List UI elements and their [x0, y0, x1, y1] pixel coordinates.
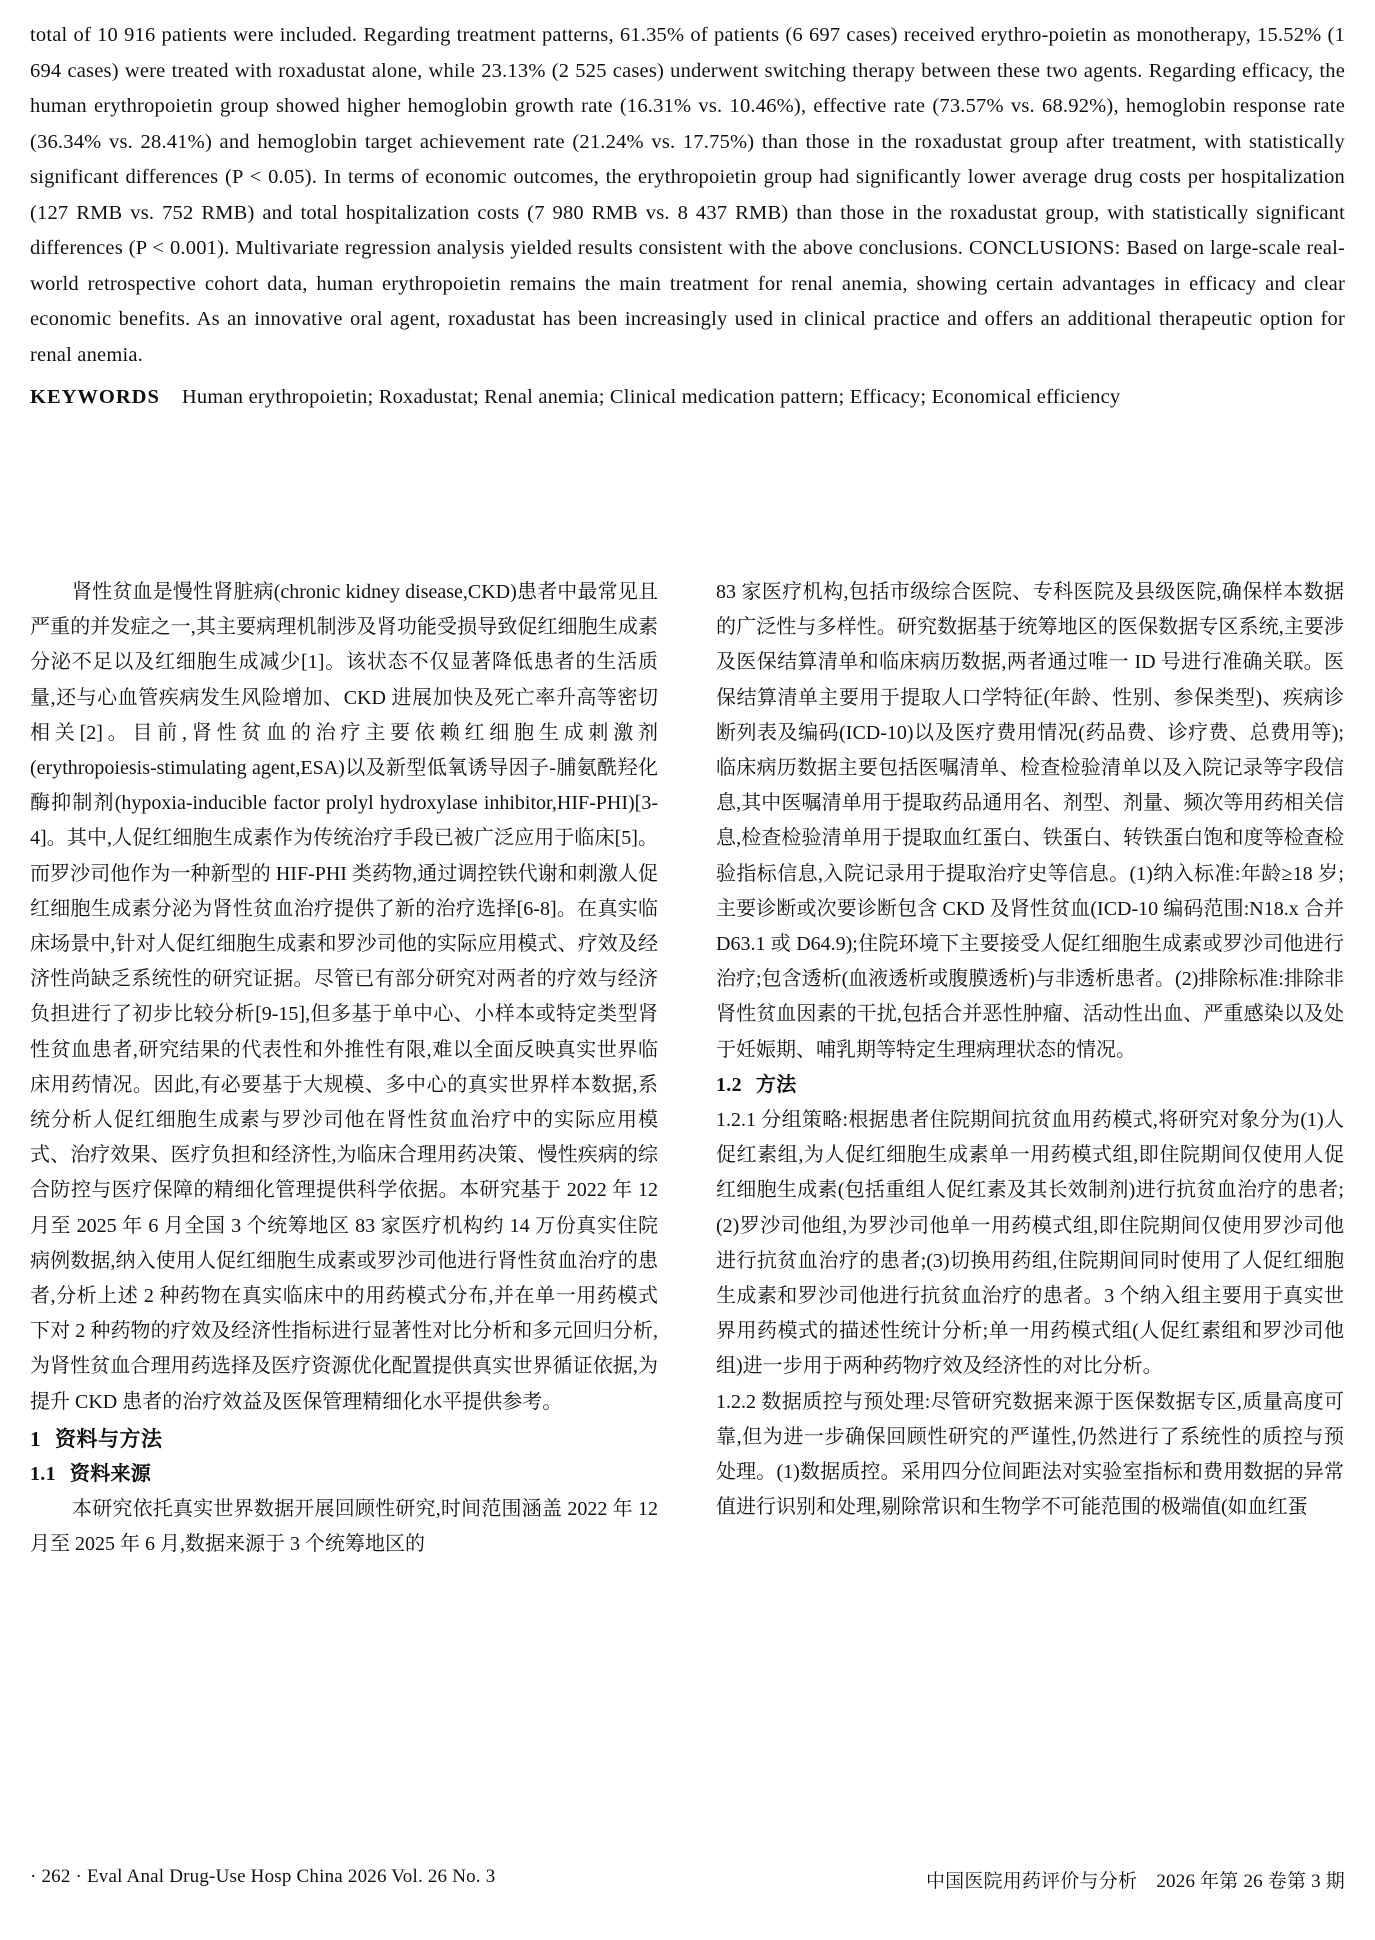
page-footer	[30, 1866, 1345, 1893]
subsection-heading-1-1-number: 1.1	[30, 1463, 56, 1486]
section-heading-1-text: 资料与方法	[55, 1426, 163, 1451]
right-paragraph-1: 83 家医疗机构,包括市级综合医院、专科医院及县级医院,确保样本数据的广泛性与多样性。研究数据基于统筹地区的医保数据专区系统,主要涉及医保结算清单和临床病历数据,两者通过唯一 ID 号进行准确关联。医保结算清单主要用于提取人口学特征(年龄、性别、参保类型)、疾病诊断列表及编码(ICD-10)以及医疗费用情况(药品费、诊疗费、总费用等);临床病历数据主要包括医嘱清单、检查检验清单以及入院记录等字段信息,其中医嘱清单用于提取药品通用名、剂型、剂量、频次等用药相关信息,检查检验清单用于提取血红蛋白、铁蛋白、转铁蛋白饱和度等检查检验指标信息,入院记录用于提取治疗史等信息。(1)纳入标准:年龄≥18 岁;主要诊断或次要诊断包含 CKD 及肾性贫血(ICD-10 编码范围:N18.x 合并 D63.1 或 D64.9);住院环境下主要接受人促红细胞生成素或罗沙司他进行治疗;包含透析(血液透析或腹膜透析)与非透析患者。(2)排除标准:排除非肾性贫血因素的干扰,包括合并恶性肿瘤、活动性出血、严重感染以及处于妊娠期、哺乳期等特定生理病理状态的情况。	[716, 581, 1344, 1061]
right-paragraph-1-2-1: 1.2.1 分组策略:根据患者住院期间抗贫血用药模式,将研究对象分为(1)人促红素组,为人促红细胞生成素单一用药模式组,即住院期间仅使用人促红细胞生成素(包括重组人促红素及其长效制剂)进行抗贫血治疗的患者;(2)罗沙司他组,为罗沙司他单一用药模式组,即住院期间仅使用罗沙司他进行抗贫血治疗的患者;(3)切换用药组,住院期间同时使用了人促红细胞生成素和罗沙司他进行抗贫血治疗的患者。3 个纳入组主要用于真实世界用药模式的描述性统计分析;单一用药模式组(人促红素组和罗沙司他组)进一步用于两种药物疗效及经济性的对比分析。	[716, 1109, 1344, 1378]
footer-right: 中国医院用药评价与分析 2026 年第 26 卷第 3 期	[925, 1871, 1345, 1892]
subsection-heading-1-1	[30, 1457, 658, 1492]
body-columns	[30, 575, 1345, 1845]
abstract-section	[30, 18, 1345, 416]
section-heading-1-number: 1	[30, 1426, 41, 1451]
subsection-heading-1-2-number: 1.2	[716, 1073, 742, 1096]
keywords-label: KEYWORDS	[30, 386, 160, 408]
right-column	[716, 575, 1344, 1845]
keywords-line	[30, 380, 1345, 416]
keywords-text: Human erythropoietin; Roxadustat; Renal anemia; Clinical medication pattern; Efficacy; Economical efficiency	[181, 386, 1121, 408]
abstract-body: total of 10 916 patients were included. Regarding treatment patterns, 61.35% of patients (6 697 cases) received erythro-poietin as monotherapy, 15.52% (1 694 cases) were treated with roxadustat alone, while 23.13% (2 525 cases) underwent switching therapy between these two agents. Regarding efficacy, the human erythropoietin group showed higher hemoglobin growth rate (16.31% vs. 10.46%), effective rate (73.57% vs. 68.92%), hemoglobin response rate (36.34% vs. 28.41%) and hemoglobin target achievement rate (21.24% vs. 17.75%) than those in the roxadustat group after treatment, with statistically significant differences (P < 0.05). In terms of economic outcomes, the erythropoietin group had significantly lower average drug costs per hospitalization (127 RMB vs. 752 RMB) and total hospitalization costs (7 980 RMB vs. 8 437 RMB) than those in the roxadustat group, with statistically significant differences (P < 0.001). Multivariate regression analysis yielded results consistent with the above conclusions. CONCLUSIONS: Based on large-scale real-world retrospective cohort data, human erythropoietin remains the main treatment for renal anemia, showing certain advantages in efficacy and clear economic benefits. As an innovative oral agent, roxadustat has been increasingly used in clinical practice and offers an additional therapeutic option for renal anemia.	[30, 24, 1345, 366]
left-column	[30, 575, 658, 1845]
section-heading-1	[30, 1422, 658, 1457]
footer-left: · 262 · Eval Anal Drug-Use Hosp China 2026 Vol. 26 No. 3	[30, 1866, 496, 1887]
left-paragraph-1: 肾性贫血是慢性肾脏病(chronic kidney disease,CKD)患者中最常见且严重的并发症之一,其主要病理机制涉及肾功能受损导致促红细胞生成素分泌不足以及红细胞生成减少[1]。该状态不仅显著降低患者的生活质量,还与心血管疾病发生风险增加、CKD 进展加快及死亡率升高等密切相关[2]。目前,肾性贫血的治疗主要依赖红细胞生成刺激剂(erythropoiesis-stimulating agent,ESA)以及新型低氧诱导因子-脯氨酰羟化酶抑制剂(hypoxia-inducible factor prolyl hydroxylase inhibitor,HIF-PHI)[3-4]。其中,人促红细胞生成素作为传统治疗手段已被广泛应用于临床[5]。而罗沙司他作为一种新型的 HIF-PHI 类药物,通过调控铁代谢和刺激人促红细胞生成素分泌为肾性贫血治疗提供了新的治疗选择[6-8]。在真实临床场景中,针对人促红细胞生成素和罗沙司他的实际应用模式、疗效及经济性尚缺乏系统性的研究证据。尽管已有部分研究对两者的疗效与经济负担进行了初步比较分析[9-15],但多基于单中心、小样本或特定类型肾性贫血患者,研究结果的代表性和外推性有限,难以全面反映真实世界临床用药情况。因此,有必要基于大规模、多中心的真实世界样本数据,系统分析人促红细胞生成素与罗沙司他在肾性贫血治疗中的实际应用模式、治疗效果、医疗负担和经济性,为临床合理用药决策、慢性疾病的综合防控与医疗保障的精细化管理提供科学依据。本研究基于 2022 年 12 月至 2025 年 6 月全国 3 个统筹地区 83 家医疗机构约 14 万份真实住院病例数据,纳入使用人促红细胞生成素或罗沙司他进行肾性贫血治疗的患者,分析上述 2 种药物在真实临床中的用药模式分布,并在单一用药模式下对 2 种药物的疗效及经济性指标进行显著性对比分析和多元回归分析,为肾性贫血合理用药选择及医疗资源优化配置提供真实世界循证依据,为提升 CKD 患者的治疗效益及医保管理精细化水平提供参考。	[30, 581, 658, 1413]
subsection-heading-1-2-text: 方法	[755, 1073, 797, 1096]
right-paragraph-1-2-2: 1.2.2 数据质控与预处理:尽管研究数据来源于医保数据专区,质量高度可靠,但为进一步确保回顾性研究的严谨性,仍然进行了系统性的质控与预处理。(1)数据质控。采用四分位间距法对实验室指标和费用数据的异常值进行识别和处理,剔除常识和生物学不可能范围的极端值(如血红蛋	[716, 1390, 1344, 1519]
left-paragraph-2: 本研究依托真实世界数据开展回顾性研究,时间范围涵盖 2022 年 12 月至 2025 年 6 月,数据来源于 3 个统筹地区的	[30, 1498, 658, 1556]
subsection-heading-1-1-text: 资料来源	[69, 1463, 152, 1486]
subsection-heading-1-2	[716, 1068, 1344, 1103]
